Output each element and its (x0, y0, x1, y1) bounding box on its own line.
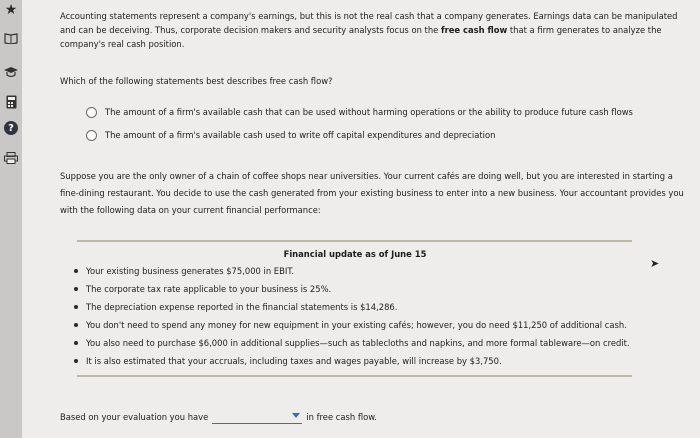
free-cash-flow-dropdown[interactable] (212, 411, 302, 424)
answer-suffix: in free cash flow. (306, 412, 377, 422)
intro-text-1: Accounting statements represent a company's earnings, but this is not the real cash that a company generates. Earnings data can be manipulated and can be deceiving. Thus, corporate decision makers and security analysts focus on the (60, 11, 678, 35)
answer-option-2[interactable] (86, 128, 495, 142)
help-icon-glyph: ? (4, 121, 18, 135)
financial-update-list (74, 262, 630, 370)
answer-option-label: The amount of a firm's available cash that can be used without harming operations or the ability to produce future cash flows (105, 107, 633, 117)
print-icon[interactable] (3, 150, 19, 166)
help-icon[interactable] (3, 120, 19, 136)
financial-update-title: Financial update as of June 15 (283, 249, 427, 259)
book-icon[interactable] (3, 30, 19, 46)
intro-text-2: that a firm generates to analyze the company's real cash position. (60, 25, 662, 49)
radio-button[interactable] (86, 107, 97, 118)
sidebar (0, 0, 22, 438)
calculator-icon[interactable] (3, 94, 19, 110)
chevron-down-icon[interactable] (292, 413, 300, 418)
list-item: You also need to purchase $6,000 in additional supplies—such as tablecloths and napkins, and more formal tableware—on credit. (74, 334, 630, 352)
answer-sentence (60, 410, 377, 424)
star-icon[interactable]: ★ (4, 2, 18, 18)
intro-bold-term: free cash flow (440, 25, 508, 35)
list-item: You don't need to spend any money for new equipment in your existing cafés; however, you do need $11,250 of additional cash. (74, 316, 630, 334)
graduation-cap-icon[interactable] (3, 64, 19, 80)
list-item: It is also estimated that your accruals, including taxes and wages payable, will increase by $3,750. (74, 352, 630, 370)
scenario-paragraph: Suppose you are the only owner of a chain of coffee shops near universities. Your current cafés are doing well, but you are interested in starting a fine-dining restaurant. You decide to use the cash generated from your existing business to enter into a new business. Your accountant provides you with the following data on your current financial performance: (60, 171, 684, 215)
answer-option-label: The amount of a firm's available cash used to write off capital expenditures and depreciation (105, 130, 496, 140)
panel-divider-bottom (77, 375, 632, 377)
list-item: The depreciation expense reported in the financial statements is $14,286. (74, 298, 630, 316)
question-prompt: Which of the following statements best describes free cash flow? (60, 76, 333, 86)
list-item: The corporate tax rate applicable to your business is 25%. (74, 280, 630, 298)
answer-prefix: Based on your evaluation you have (60, 412, 209, 422)
answer-option-1[interactable] (86, 105, 633, 119)
intro-paragraph (60, 9, 695, 51)
mouse-cursor-icon: ➤ (650, 257, 660, 270)
list-item: Your existing business generates $75,000 in EBIT. (74, 262, 630, 280)
radio-button[interactable] (86, 130, 97, 141)
panel-divider-top (77, 240, 632, 242)
